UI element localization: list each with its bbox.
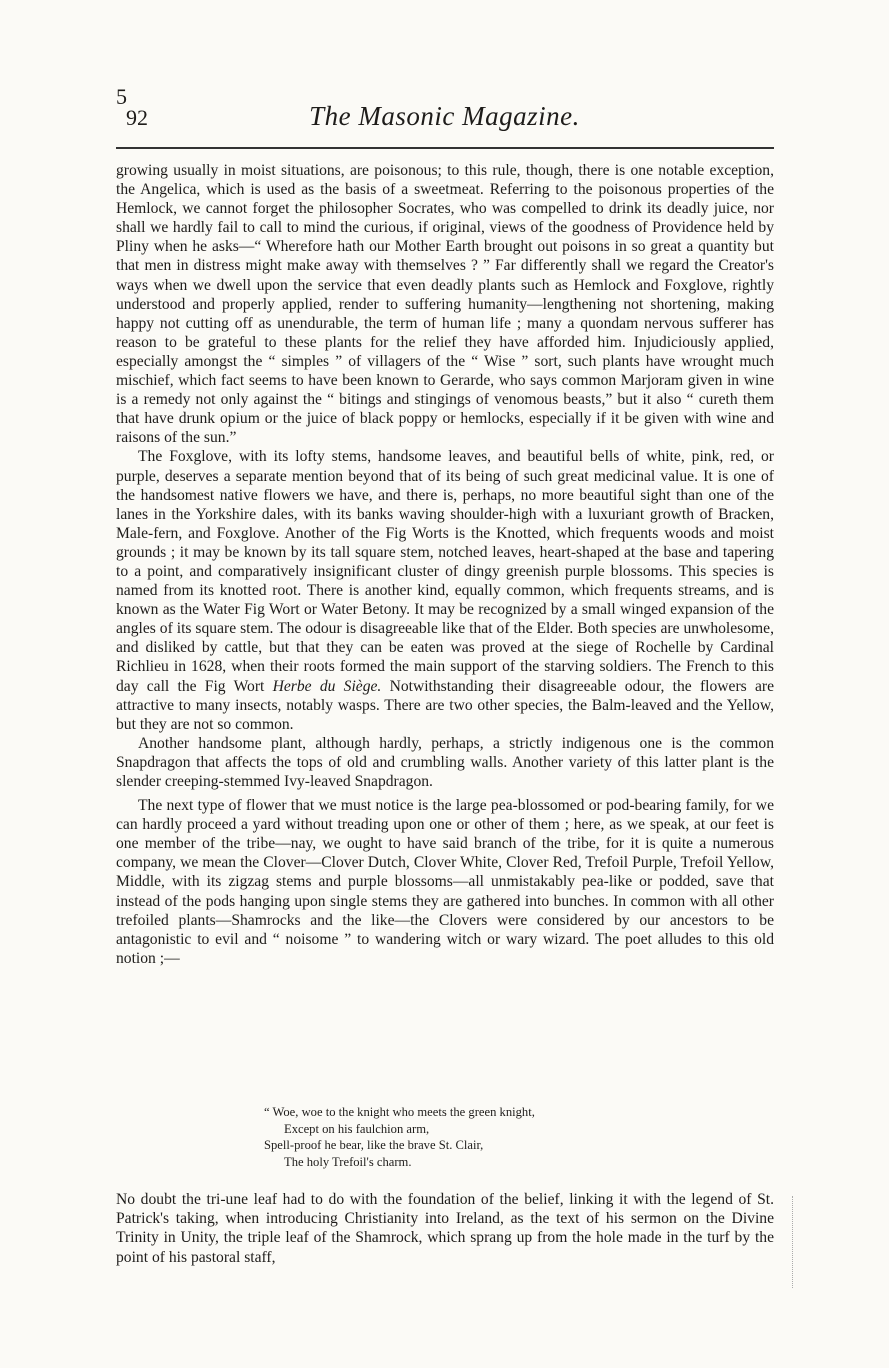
page-edge-mark (792, 1196, 793, 1288)
paragraph-snapdragon: Another handsome plant, although hardly, perhaps, a strictly indigenous one is the common Snapdragon that affects the tops of old and crumbling walls. Another variety of this latter plant is the slender creeping-stemmed Ivy-leaved Snapdragon. (116, 734, 774, 790)
verse-line-4: The holy Trefoil's charm. (284, 1154, 412, 1169)
running-title: The Masonic Magazine. (309, 101, 580, 131)
verse-line-2: Except on his faulchion arm, (284, 1121, 430, 1136)
article-body (116, 161, 774, 968)
page-mark: 5 (116, 84, 127, 109)
verse-line-1: “ Woe, woe to the knight who meets the green knight, (264, 1105, 535, 1119)
herbe-du-siege: Herbe du Siège. (272, 677, 382, 695)
paragraph-foxglove-tail: Notwithstanding their disagreeable odour, the flowers are attractive to many insects, notably wasps. There are two other species, the Balm-leaved and the Yellow, but they are not so common. (116, 677, 774, 733)
article-body-continued (116, 1190, 774, 1267)
paragraph-shamrock: No doubt the tri-une leaf had to do with the foundation of the belief, linking it with the legend of St. Patrick's taking, when introducing Christianity into Ireland, as the text of his sermon on the Divine Trinity in Unity, the triple leaf of the Shamrock, which sprang up from the hole made in the turf by the point of his pastoral staff, (116, 1191, 774, 1266)
page-number: 92 (126, 105, 148, 130)
paragraph-poisonous-plants: growing usually in moist situations, are poisonous; to this rule, though, there is one notable exception, the Angelica, which is used as the basis of a sweetmeat. Referring to the poisonous properties of the Hemlock, we cannot forget the philosopher Socrates, who was compelled to drink its deadly juice, nor shall we hardly fail to call to mind the curious, if original, views of the goodness of Providence held by Pliny when he asks—“ Wherefore hath our Mother Earth brought out poisons in so great a quantity but that men in distress might make away with themselves ? ” Far differently shall we regard the Creator's ways when we dwell upon the service that even deadly plants such as Hemlock and Foxglove, rightly understood and properly applied, render to suffering humanity—lengthening not shortening, making happy not cutting off as unendurable, the term of human life ; many a quondam nervous sufferer has reason to be grateful to these plants for the relief they have afforded him. Injudiciously applied, especially amongst the “ simples ” of villagers of the “ Wise ” sort, such plants have wrought much mischief, which fact seems to have been known to Gerarde, who says common Marjoram given in wine is a remedy not only against the “ bitings and stingings of venomous beasts,” but it also “ cureth them that have drunk opium or the juice of black poppy or hemlocks, especially if it be given with wine and raisons of the sun.” (116, 162, 774, 447)
paragraph-foxglove (116, 447, 774, 733)
paragraph-foxglove-text: The Foxglove, with its lofty stems, handsome leaves, and beautiful bells of white, pink, red, or purple, deserves a separate mention beyond that of its being of such great medicinal value. It is one of the handsomest native flowers we have, and there is, perhaps, no more beautiful sight than one of the lanes in the Yorkshire dales, with its banks waving shoulder-high with a luxuriant growth of Bracken, Male-fern, and Foxglove. Another of the Fig Worts is the Knotted, which frequents woods and moist grounds ; it may be known by its tall square stem, notched leaves, heart-shaped at the base and tapering to a point, and comparatively insignificant cluster of dingy greenish purple blossoms. This species is named from its knotted root. There is another kind, equally common, which frequents streams, and is known as the Water Fig Wort or Water Betony. It may be recognized by a small winged expansion of the angles of its square stem. The odour is disagreeable like that of the Elder. Both species are unwholesome, and disliked by cattle, but that they can be eaten was proved at the siege of Rochelle by Cardinal Richlieu in 1628, when their roots formed the main support of the starving soldiers. The French to this day call the Fig Wort (116, 448, 774, 695)
verse-line-3: Spell-proof he bear, like the brave St. Clair, (264, 1138, 484, 1153)
paragraph-clover: The next type of flower that we must notice is the large pea-blossomed or pod-bearing family, for we can hardly proceed a yard without treading upon one or other of them ; here, as we speak, at our feet is one member of the tribe—nay, we ought to have said branch of the tribe, for it is quite a numerous company, we mean the Clover—Clover Dutch, Clover White, Clover Red, Trefoil Purple, Trefoil Yellow, Middle, with its zigzag stems and purple blossoms—all unmistakably pea-like or podded, save that instead of the pods hanging upon single stems they are gathered into bunches. In common with all other trefoiled plants—Shamrocks and the like—the Clovers were considered by our ancestors to be antagonistic to evil and “ noisome ” to wandering witch or wary wizard. The poet alludes to this old notion ;— (116, 797, 774, 967)
verse-quote (264, 1104, 535, 1170)
header-rule (116, 147, 774, 149)
